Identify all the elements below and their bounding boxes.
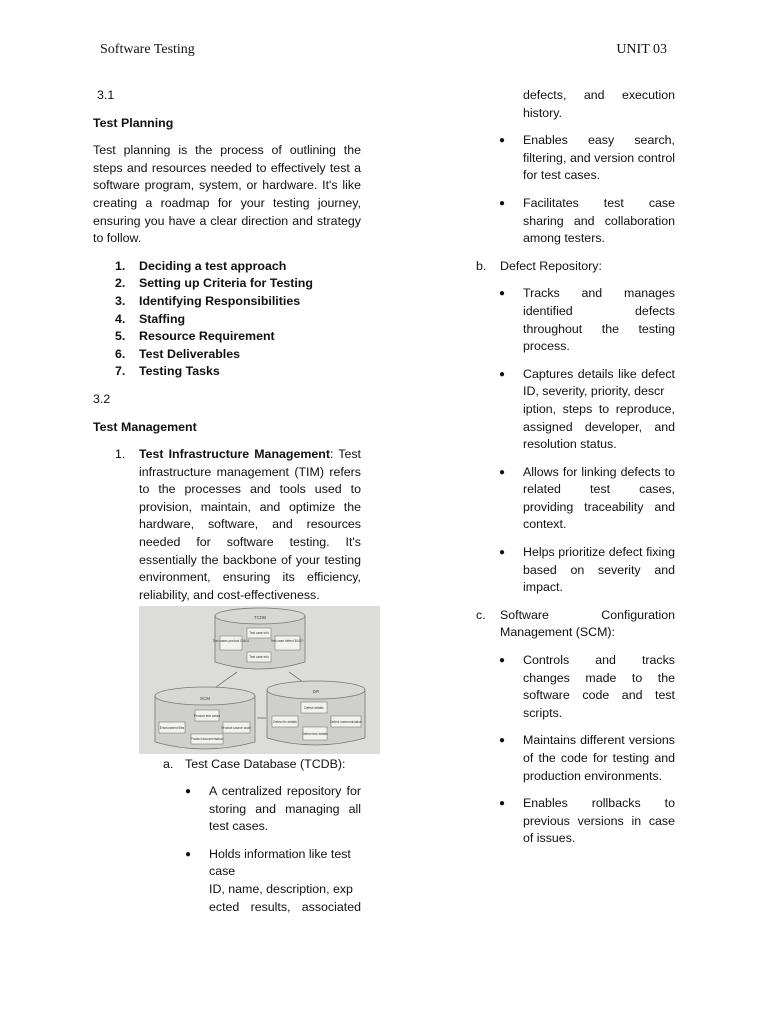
svg-text:Test case defect 3042?: Test case defect 3042? <box>270 639 304 644</box>
scm-cylinder <box>155 687 255 749</box>
header-course-title: Software Testing <box>100 42 195 57</box>
tcdb-label: TCDB <box>253 615 267 621</box>
step-item: 2. Setting up Criteria for Testing <box>115 276 313 291</box>
tcdb-continued-text: defects, and execution history. <box>523 88 675 120</box>
scm-title: Software Configuration Management (SCM): <box>500 607 675 640</box>
tim-item: 1. Test Infrastructure Management: Test infrastructure management (TIM) refers to the processes and tools used to provision, maintain, and optimize the hardware, software, and resources needed for software testing. It's essentially the backbone of your testing environment, ensuring its efficiency, reliability, and cost-effectiveness. <box>115 447 361 602</box>
defect-repository-heading: b. Defect Repository: <box>476 258 602 273</box>
svg-text:Product documentation: Product documentation <box>190 737 224 742</box>
section-title-test-planning: Test Planning <box>93 115 174 130</box>
right-column <box>476 87 675 858</box>
list-item: ● Controls and tracks changes made to the software code and test scripts. <box>499 653 675 720</box>
test-planning-steps <box>93 258 361 381</box>
step-item: 3. Identifying Responsibilities <box>115 293 301 308</box>
list-item: ● Allows for linking defects to related test cases, providing traceability and context. <box>499 464 675 532</box>
left-column <box>93 87 361 926</box>
diagram-svg <box>139 606 380 754</box>
tcdb-bullets <box>93 783 361 916</box>
list-item: ● Helps prioritize defect fixing based on severity and impact. <box>499 545 675 595</box>
tcdb-title: Test Case Database (TCDB): <box>185 757 346 772</box>
list-item: ● Holds information like test case ID, name, description, exp ected results, associated <box>185 846 361 914</box>
scm-heading: c. Software Configuration Management (SCM): <box>476 607 675 642</box>
svg-text:Defect communication: Defect communication <box>330 720 362 725</box>
tim-title: Test Infrastructure Management <box>139 447 330 462</box>
step-item: 1. Deciding a test approach <box>115 258 287 273</box>
step-item: 6. Test Deliverables <box>115 346 241 361</box>
list-item: ● Captures details like defect ID, severity, priority, descr iption, steps to reproduce, assigned developer, and resolution status. <box>499 366 675 452</box>
step-item: 5. Resource Requirement <box>115 329 275 344</box>
list-item: ● A centralized repository for storing and managing all test cases. <box>185 784 361 834</box>
defect-repository-bullets <box>476 285 675 597</box>
svg-text:Defect test details: Defect test details <box>302 732 328 737</box>
section-number-3-2: 3.2 <box>93 391 111 406</box>
svg-text:Product test cases: Product test cases <box>193 714 221 719</box>
step-item: 4. Staffing <box>115 311 186 326</box>
step-item: 7. Testing Tasks <box>115 364 220 379</box>
test-infrastructure-diagram <box>139 606 380 754</box>
list-item: ● Facilitates test case sharing and collaboration among testers. <box>499 195 675 246</box>
svg-text:Test case info: Test case info <box>249 631 269 636</box>
scm-label: SCM <box>200 696 210 702</box>
scm-bullets <box>476 652 675 848</box>
tcdb-cylinder <box>213 608 305 669</box>
dr-cylinder <box>267 681 365 745</box>
list-item: ● Enables rollbacks to previous versions in case of issues. <box>499 796 675 846</box>
svg-text:Test cases product 00A01: Test cases product 00A01 <box>212 639 250 644</box>
test-planning-intro: Test planning is the process of outlining the steps and resources needed to effectively test a software program, system, or hardware. It's like creating a roadmap for your testing journey, ensuring you have a clear direction and strategy to follow. <box>93 143 361 246</box>
tcdb-heading: a. Test Case Database (TCDB): <box>163 757 346 772</box>
list-item: ● Enables easy search, filtering, and version control for test cases. <box>499 133 675 183</box>
tim-body: infrastructure management (TIM) refers to the processes and tools used to provision, maintain, and optimize the hardware, software, and resources needed for software testing. It's essentially the backbone of your testing environment, ensuring its efficiency, reliability, and cost-effectiveness. <box>139 464 361 602</box>
svg-text:Defect fix details: Defect fix details <box>273 720 297 725</box>
section-title-test-management: Test Management <box>93 419 197 434</box>
section-number-3-1: 3.1 <box>97 88 115 102</box>
header-unit: UNIT 03 <box>616 42 667 57</box>
svg-text:Product source code: Product source code <box>221 726 251 731</box>
svg-text:Environment files: Environment files <box>159 726 185 731</box>
defect-repository-title: Defect Repository: <box>500 258 602 273</box>
dr-label: DR <box>312 689 320 695</box>
list-item: ● Tracks and manages identified defects throughout the testing process. <box>499 286 675 354</box>
list-item: ● Maintains different versions of the code for testing and production environments. <box>499 733 675 783</box>
svg-text:Defect details: Defect details <box>304 706 324 711</box>
svg-text:Test case info: Test case info <box>249 655 269 660</box>
page-header <box>100 42 667 62</box>
tcdb-bullets-continued <box>476 132 675 248</box>
